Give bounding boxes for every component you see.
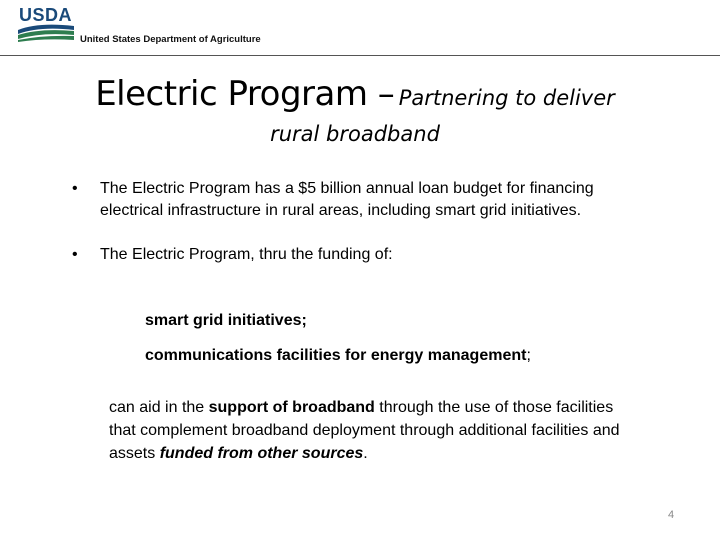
slide-header: [0, 0, 720, 56]
title-main: Electric Program –: [95, 74, 395, 114]
page-number: 4: [668, 509, 675, 521]
bullet-text: The Electric Program has a $5 billion annual loan budget for financing electrical infrastructure in rural areas, including smart grid initiatives.: [100, 180, 594, 219]
sub-item-text: smart grid initiatives;: [145, 312, 307, 329]
closing-text: through the use of those facilities that complement broadband deployment through additional facilities and assets: [109, 399, 620, 462]
closing-emphasis: support of broadband: [208, 399, 375, 416]
department-name: United States Department of Agriculture: [80, 34, 261, 45]
bullet-item: [72, 244, 632, 266]
usda-logo-text: USDA: [19, 5, 73, 25]
bullet-list: [72, 178, 632, 266]
sub-item-smart-grid: [145, 312, 307, 330]
bullet-marker: •: [72, 180, 78, 197]
bullet-item: [72, 178, 632, 222]
title-subtitle-part1: Partnering to deliver: [398, 86, 615, 110]
closing-text: .: [363, 445, 368, 462]
bullet-text: The Electric Program, thru the funding of:: [100, 246, 393, 263]
closing-emphasis: funded from other sources: [159, 445, 364, 462]
sub-item-communications: [145, 347, 531, 365]
sub-item-punct: ;: [526, 347, 531, 364]
title-subtitle-part2: rural broadband: [270, 122, 440, 146]
bullet-marker: •: [72, 246, 78, 263]
slide-title: [0, 74, 710, 114]
header-divider: [0, 55, 720, 56]
sub-item-text: communications facilities for energy management: [145, 347, 527, 364]
closing-paragraph: [109, 396, 629, 465]
closing-text: can aid in the: [109, 399, 209, 416]
